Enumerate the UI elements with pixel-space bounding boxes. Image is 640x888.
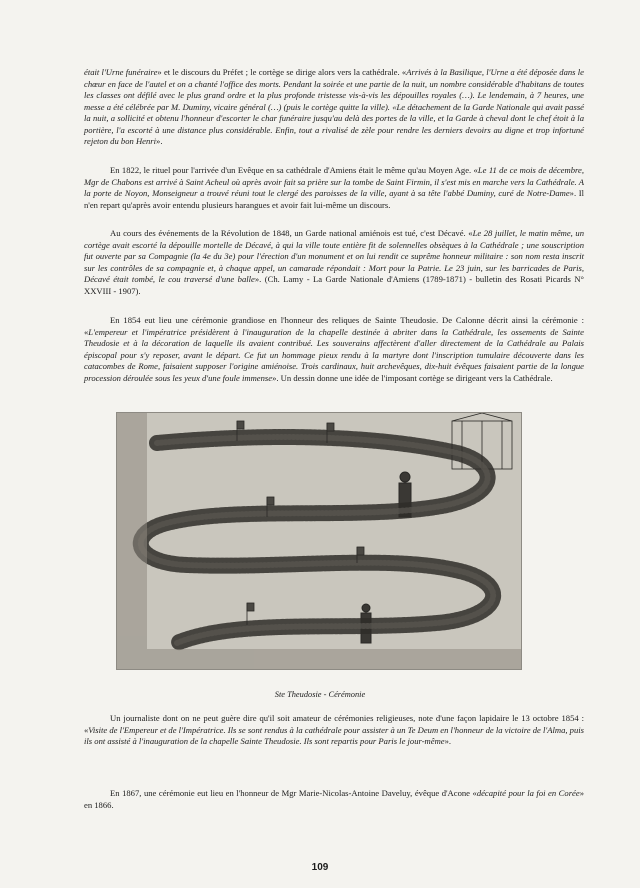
text-segment: Le 11 de ce mois de décembre, Mgr de Chabons est arrivé à Saint Acheul où après avoir fait sa prière sur la tombe de Saint Firmin, il s'est mis en marche vers la Cathédrale. A la porte de Noyon, Monseigneur a trouvé réuni tout le clergé des paroisses de la ville, ayant à sa tête l'abbé Duminy, curé de Notre-Dame xyxy=(84,165,584,198)
text-segment: ». xyxy=(156,136,163,146)
text-segment: était l'Urne funéraire xyxy=(84,67,158,77)
text-segment: En 1854 eut lieu une cérémonie grandiose en l'honneur des reliques de Sainte Theudosie. De Calonne décrit ainsi la cérémonie : « xyxy=(84,315,584,337)
paragraph-1867-daveluy xyxy=(84,788,584,811)
paragraph-journaliste-1854 xyxy=(84,713,584,748)
text-segment: L'empereur et l'impératrice présidèrent à l'inauguration de la chapelle destinée à abriter dans la Cathédrale, les ossements de Sainte Theudosie et à la décoration de laquelle ils avaient contribué. Les souverains affectèrent d'aller directement de la Cathédrale au Palais épiscopal pour s'y reposer, avant le départ. Ce fut un hommage pieux rendu à la martyre dont l'inscription tumulaire découverte dans les catacombes de Rome, faisaient supposer l'origine amiénoise. Trois cardinaux, huit archevêques, dix-huit évêques faisaient partie de la longue procession déroulée sous les yeux d'une foule immense xyxy=(84,326,584,383)
paragraph-1822-eveque xyxy=(84,165,584,211)
procession-drawing xyxy=(117,413,521,669)
text-segment: En 1822, le rituel pour l'arrivée d'un Evêque en sa cathédrale d'Amiens était le même qu'au Moyen Age. « xyxy=(110,165,478,175)
text-segment: ». (Ch. Lamy - La Garde Nationale d'Amiens (1789-1871) - bulletin des Rosati Picards N° XXVIII - 1907). xyxy=(84,274,584,296)
paragraph-1854-theudosie xyxy=(84,315,584,384)
text-segment: Visite de l'Empereur et de l'Impératrice. Ils se sont rendus à la cathédrale pour assister à un Te Deum en l'honneur de la victoire de l'Alma, puis ils ont assisté à l'inauguration de la chapelle Sainte Theudosie. Ils sont repartis pour Paris le jour-même xyxy=(84,724,584,746)
text-segment: ». Un dessin donne une idée de l'imposant cortège se dirigeant vers la Cathédrale. xyxy=(272,372,553,383)
text-segment: Au cours des événements de la Révolution de 1848, un Garde national amiénois est tué, c'est Décavé. « xyxy=(110,228,473,238)
text-segment: » et le discours du Préfet ; le cortège se dirige alors vers la cathédrale. « xyxy=(157,67,407,77)
text-segment: décapité pour la foi en Corée xyxy=(476,788,580,798)
procession-engraving xyxy=(116,412,522,670)
text-segment: Un journaliste dont on ne peut guère dire qu'il soit amateur de cérémonies religieuses, note d'une façon lapidaire le 13 octobre 1854 : « xyxy=(84,713,584,735)
text-segment: ». Il n'en repart qu'après avoir entendu plusieurs harangues et avoir fait lui-même un discours. xyxy=(84,188,585,210)
text-segment: Arrivés à la Basilique, l'Urne a été déposée dans le chœur en face de l'autel et on a chanté l'office des morts. Pendant la soirée et une partie de la nuit, un nombre considérable d'habitans de toutes les classes ont défilé avec le plus grand ordre et la plus profonde tristesse vis-à-vis les dépouilles royales (…). Le lendemain, à 7 heures, une messe a été célébrée par M. Duminy, vicaire général (…) (puis le cortège quitte la ville). «Le détachement de la Garde Nationale qui avait passé la nuit, a sollicité et obtenu l'honneur d'escorter le char funéraire jusqu'au delà des portes de la ville, et la Garde à cheval dont le chef étoit à la portière, l'a escorté à une distance plus considérable. Enfin, tout a rivalisé de zèle pour rendre les derniers devoirs au digne et trop infortuné rejeton du bon Henri xyxy=(84,67,584,146)
paragraph-urne-funeraire xyxy=(84,67,584,148)
text-segment: Le 28 juillet, le matin même, un cortège avait escorté la dépouille mortelle de Décavé, à qui la ville toute entière fit de solennelles obsèques à la Cathédrale ; une souscription fut ouverte par sa Compagnie (la 4e du 3e) pour l'érection d'un monument et on lui rendit ce suprême honneur militaire : son nom resta inscrit sur les contrôles de sa compagnie et, à chaque appel, un camarade répondait : Mort pour la Patrie. Le 23 juin, sur les barricades de Paris, Décavé était tombé, le cou traversé d'une balle xyxy=(84,228,585,284)
figure-caption: Ste Theudosie - Cérémonie xyxy=(274,690,366,699)
text-segment: ». xyxy=(444,736,452,746)
page-number: 109 xyxy=(311,862,329,873)
paragraph-1848-decave xyxy=(84,228,584,297)
text-segment: » en 1866. xyxy=(84,788,584,810)
text-segment: En 1867, une cérémonie eut lieu en l'honneur de Mgr Marie-Nicolas-Antoine Daveluy, évêque d'Acone « xyxy=(110,788,477,798)
